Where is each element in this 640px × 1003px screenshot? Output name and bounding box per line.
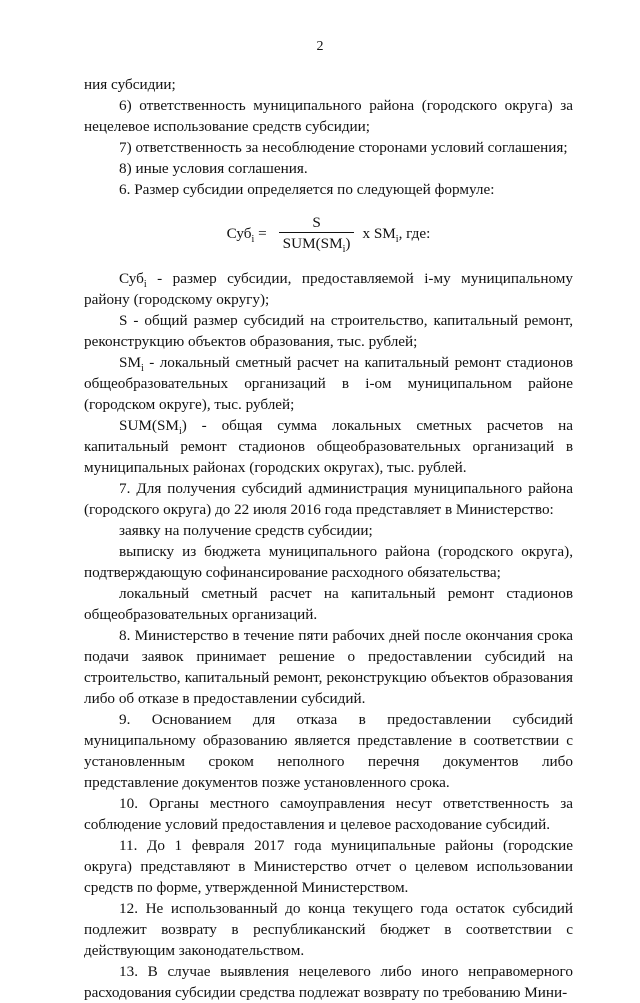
- formula-fraction: [279, 213, 355, 256]
- definition-sm-i: $SM_i$ - локальный сметный расчет на капитальный ремонт стадионов общеобразовательных организаций в i-ом муниципальном районе (городском округе), тыс. рублей;: [84, 354, 573, 413]
- list-item-estimate: локальный сметный расчет на капитальный ремонт стадионов общеобразовательных организаций.: [84, 585, 573, 623]
- formula-denominator: $SUM(SM_i)$: [279, 232, 355, 253]
- definition-sub-i: Суб$_i$ - размер субсидии, предоставляемой i-му муниципальному району (городскому округу);: [84, 270, 573, 308]
- paragraph-section-6: 6. Размер субсидии определяется по следующей формуле:: [119, 181, 495, 198]
- list-item-budget-extract: выписку из бюджета муниципального района (городского округа), подтверждающую софинансирование расходного обязательства;: [84, 543, 573, 581]
- page-number: 2: [316, 39, 324, 54]
- paragraph-section-7: 7. Для получения субсидий администрация муниципального района (городского округа) до 22 июля 2016 года представляет в Министерство:: [84, 480, 573, 518]
- paragraph-item-7: 7) ответственность за несоблюдение сторонами условий соглашения;: [119, 139, 568, 156]
- paragraph-item-8: 8) иные условия соглашения.: [119, 160, 308, 177]
- paragraph-section-12: 12. Не использованный до конца текущего года остаток субсидий подлежит возврату в республиканский бюджет в соответствии с действующим законодательством.: [84, 900, 573, 959]
- paragraph-section-13: 13. В случае выявления нецелевого либо иного неправомерного расходования субсидии средства подлежат возврату по требованию Мини-: [84, 963, 573, 1001]
- list-item-application: заявку на получение средств субсидии;: [119, 522, 373, 539]
- formula-lhs: Суб$_i$ =: [226, 224, 267, 245]
- paragraph-section-10: 10. Органы местного самоуправления несут ответственность за соблюдение условий предоставления и целевое расходование субсидий.: [84, 795, 573, 833]
- subsidy-formula: [84, 204, 573, 262]
- definition-s: S - общий размер субсидий на строительство, капитальный ремонт, реконструкцию объектов образования, тыс. рублей;: [84, 312, 573, 350]
- paragraph-item-6: 6) ответственность муниципального района (городского округа) за нецелевое использование средств субсидии;: [84, 97, 573, 135]
- paragraph-section-11: 11. До 1 февраля 2017 года муниципальные районы (городские округа) представляют в Министерство отчет о целевом использовании средств по форме, утвержденной Министерством.: [84, 837, 573, 896]
- paragraph-section-8: 8. Министерство в течение пяти рабочих дней после окончания срока подачи заявок принимает решение о предоставлении субсидий на строительство, капитальный ремонт, реконструкцию объектов образования либо об отказе в предоставлении субсидий.: [84, 627, 573, 707]
- formula-rhs: x $SM_i$, где:: [362, 224, 431, 245]
- paragraph-section-9: 9. Основанием для отказа в предоставлении субсидий муниципальному образованию является представление в соответствии с установленным сроком неполного перечня документов либо представление документов позже установленного срока.: [84, 711, 573, 791]
- paragraph-continuation: ния субсидии;: [84, 76, 176, 93]
- formula-numerator: S: [312, 214, 321, 231]
- document-body: [84, 74, 573, 1003]
- definition-sum-sm: $SUM(SM_i)$ - общая сумма локальных сметных расчетов на капитальный ремонт стадионов общеобразовательных организаций в муниципальных районах (городских округах), тыс. рублей.: [84, 417, 573, 476]
